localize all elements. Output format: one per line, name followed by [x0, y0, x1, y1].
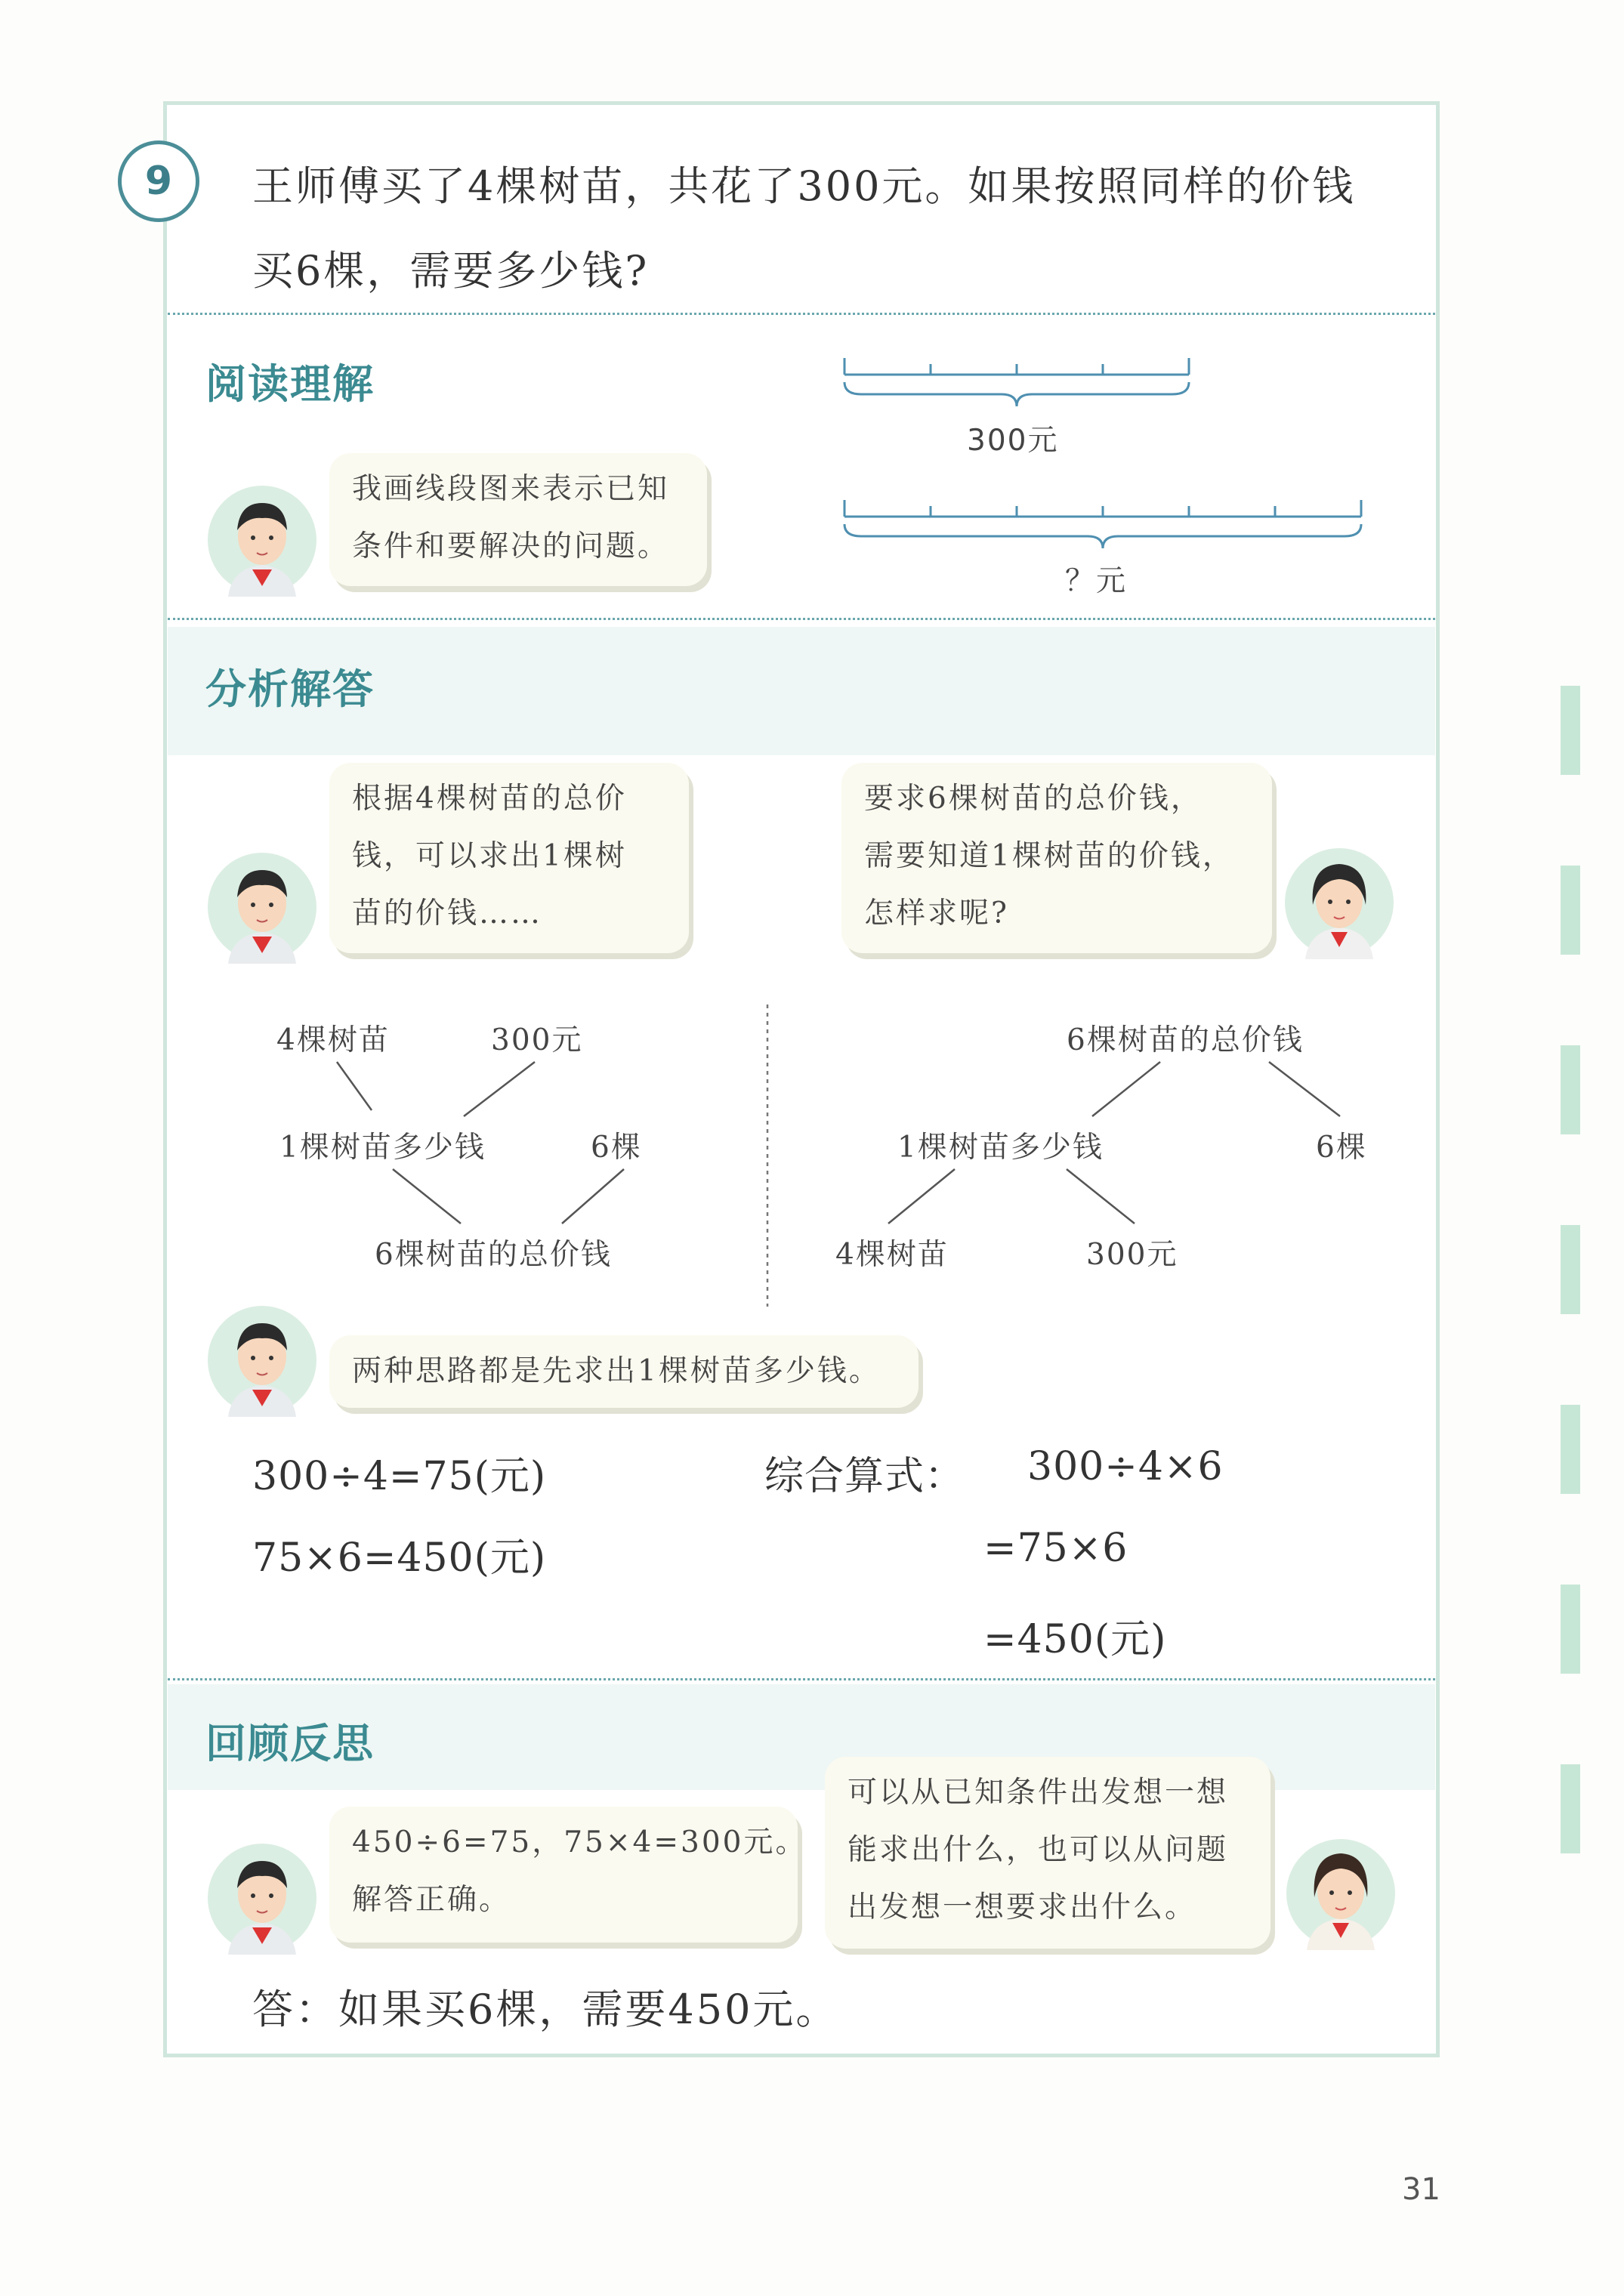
- bubble-text-line: 钱，可以求出1棵树: [352, 839, 627, 873]
- bubble-text-line: 苗的价钱……: [352, 896, 543, 930]
- bubble-text-line: 可以从已知条件出发想一想: [848, 1776, 1229, 1810]
- bubble-text-line: 能求出什么，也可以从问题: [848, 1833, 1229, 1867]
- bubble-text-line: 怎样求呢?: [864, 896, 1009, 930]
- page-edge-tab: [1561, 1405, 1580, 1494]
- page-edge-tab: [1561, 1764, 1580, 1853]
- bubble-text-line: 要求6棵树苗的总价钱，: [864, 782, 1203, 816]
- tree-right-node: 6棵: [1316, 1131, 1367, 1165]
- final-answer: 答：如果买6棵，需要450元。: [252, 1986, 839, 2033]
- bubble-text-line: 我画线段图来表示已知: [352, 472, 670, 506]
- section-heading-analysis: 分析解答: [205, 665, 375, 713]
- tree-left-node: 1棵树苗多少钱: [279, 1131, 486, 1165]
- tree-left-node: 6棵树苗的总价钱: [375, 1238, 612, 1272]
- tree-right-node: 6棵树苗的总价钱: [1067, 1023, 1304, 1057]
- problem-text-line-2: 买6棵，需要多少钱?: [252, 247, 650, 295]
- summary-bubble: [329, 1335, 919, 1408]
- page-edge-tab: [1561, 1585, 1580, 1674]
- tree-left-node: 300元: [491, 1023, 583, 1057]
- page-number: 31: [1402, 2172, 1440, 2207]
- combined-line-2: =75×6: [983, 1526, 1128, 1571]
- bubble-text-line: 450÷6=75，75×4=300元。: [352, 1825, 807, 1859]
- review-left-bubble: [329, 1807, 807, 1943]
- calc-step-2: 75×6=450(元): [252, 1535, 547, 1581]
- bubble-text-line: 条件和要解决的问题。: [352, 529, 670, 563]
- bubble-text-line: 解答正确。: [352, 1883, 511, 1917]
- bubble-text-line: 出发想一想要求出什么。: [848, 1890, 1197, 1924]
- divider: [168, 1678, 1435, 1680]
- tree-right-node: 1棵树苗多少钱: [897, 1131, 1104, 1165]
- boy-avatar: [205, 1841, 319, 1955]
- problem-number: 9: [118, 140, 199, 222]
- girl-avatar: [1284, 1837, 1397, 1950]
- calc-step-1: 300÷4=75(元): [252, 1454, 547, 1499]
- tree-right-node: 4棵树苗: [835, 1238, 949, 1272]
- tree-left-node: 6棵: [591, 1131, 642, 1165]
- combined-label: 综合算式：: [764, 1454, 965, 1499]
- section-heading-review: 回顾反思: [205, 1719, 375, 1767]
- tree-left-node: 4棵树苗: [276, 1023, 390, 1057]
- segment-label-unknown: ？元: [1065, 564, 1128, 598]
- tree-right-node: 300元: [1086, 1238, 1178, 1272]
- segment-label-300: 300元: [967, 424, 1059, 458]
- bubble-text-line: 根据4棵树苗的总价: [352, 782, 627, 816]
- combined-line-1: 300÷4×6: [1027, 1444, 1224, 1489]
- review-right-bubble: [825, 1757, 1270, 1949]
- combined-line-3: =450(元): [983, 1617, 1167, 1662]
- section-heading-reading: 阅读理解: [205, 360, 375, 408]
- bubble-text-line: 需要知道1棵树苗的价钱，: [864, 839, 1234, 873]
- bubble-text-line: 两种思路都是先求出1棵树苗多少钱。: [352, 1354, 881, 1388]
- problem-text-line-1: 王师傅买了4棵树苗，共花了300元。如果按照同样的价钱: [252, 162, 1356, 210]
- boy-avatar: [205, 1304, 319, 1417]
